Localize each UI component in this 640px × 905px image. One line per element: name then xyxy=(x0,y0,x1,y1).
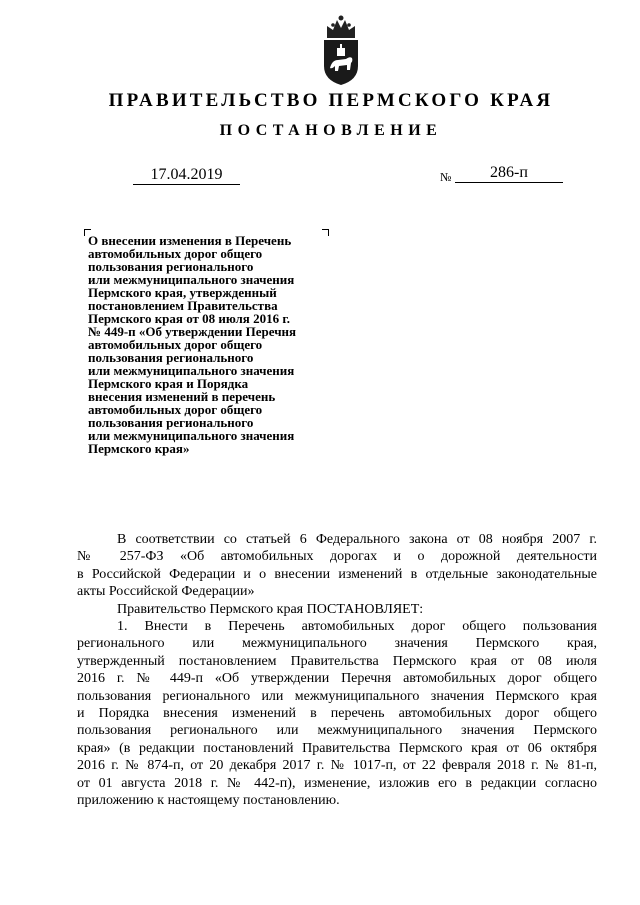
heading-line: Пермского края от 08 июля 2016 г. xyxy=(88,311,291,326)
heading-line: автомобильных дорог общего xyxy=(88,402,263,417)
resolution-line: Правительство Пермского края ПОСТАНОВЛЯЕТ: xyxy=(117,601,424,617)
heading-line: пользования регионального xyxy=(88,259,254,274)
heading-line: автомобильных дорог общего xyxy=(88,337,263,352)
organization-title: ПРАВИТЕЛЬСТВО ПЕРМСКОГО КРАЯ xyxy=(108,90,554,111)
paragraph-line: приложению к настоящему постановлению. xyxy=(77,793,340,809)
heading-line: или межмуниципального значения xyxy=(88,272,295,287)
paragraph-line: от 01 августа 2018 г. № 442-п), изменение, изложив его в редакции согласно xyxy=(77,775,597,791)
paragraph-line: 1. Внести в Перечень автомобильных дорог общего пользования xyxy=(117,619,597,635)
heading-line: внесения изменений в перечень xyxy=(88,389,276,404)
paragraph-line: регионального или межмуниципального значения Пермского края, xyxy=(77,636,597,652)
number-sign: № xyxy=(440,170,452,184)
heading-line: Пермского края и Порядка xyxy=(88,376,249,391)
heading-line: № 449-п «Об утверждении Перечня xyxy=(88,324,297,339)
paragraph-line: 2016 г. № 874-п, от 20 декабря 2017 г. № 1017-п, от 22 февраля 2018 г. № 81-п, xyxy=(77,758,597,774)
document-type-title: ПОСТАНОВЛЕНИЕ xyxy=(219,122,443,139)
heading-line: Пермского края, утвержденный xyxy=(88,285,277,300)
heading-line: автомобильных дорог общего xyxy=(88,246,263,261)
perm-krai-coat-of-arms-icon xyxy=(318,14,364,86)
paragraph-line: пользования регионального или межмуниципального значения Пермского края xyxy=(77,688,597,704)
heading-line: или межмуниципального значения xyxy=(88,363,295,378)
heading-line: или межмуниципального значения xyxy=(88,428,295,443)
document-number: 286-п xyxy=(455,164,563,183)
heading-line: пользования регионального xyxy=(88,415,254,430)
paragraph-line: 2016 г. № 449-п «Об утверждении Перечня автомобильных дорог общего xyxy=(77,671,597,687)
paragraph-line: в Российской Федерации и о внесении изменений в отдельные законодательные xyxy=(77,566,597,582)
heading-line: Пермского края» xyxy=(88,441,190,456)
paragraph-line: В соответствии со статьей 6 Федерального закона от 08 ноября 2007 г. xyxy=(117,532,597,547)
document-body xyxy=(77,531,597,810)
heading-line: О внесении изменения в Перечень xyxy=(88,233,292,248)
paragraph-line: № 257-ФЗ «Об автомобильных дорогах и о дорожной деятельности xyxy=(77,549,597,565)
document-heading xyxy=(88,234,348,455)
paragraph-line: акты Российской Федерации» xyxy=(77,584,255,600)
paragraph-line: утвержденный постановлением Правительства Пермского края от 08 июля xyxy=(77,653,597,669)
document-date: 17.04.2019 xyxy=(133,166,240,185)
heading-line: постановлением Правительства xyxy=(88,298,278,313)
paragraph-line: пользования регионального или межмуниципального значения Пермского xyxy=(77,723,597,739)
paragraph-line: края» (в редакции постановлений Правительства Пермского края от 06 октября xyxy=(77,740,597,756)
heading-line: пользования регионального xyxy=(88,350,254,365)
paragraph-line: и Порядка внесения изменений в перечень автомобильных дорог общего xyxy=(77,706,597,722)
